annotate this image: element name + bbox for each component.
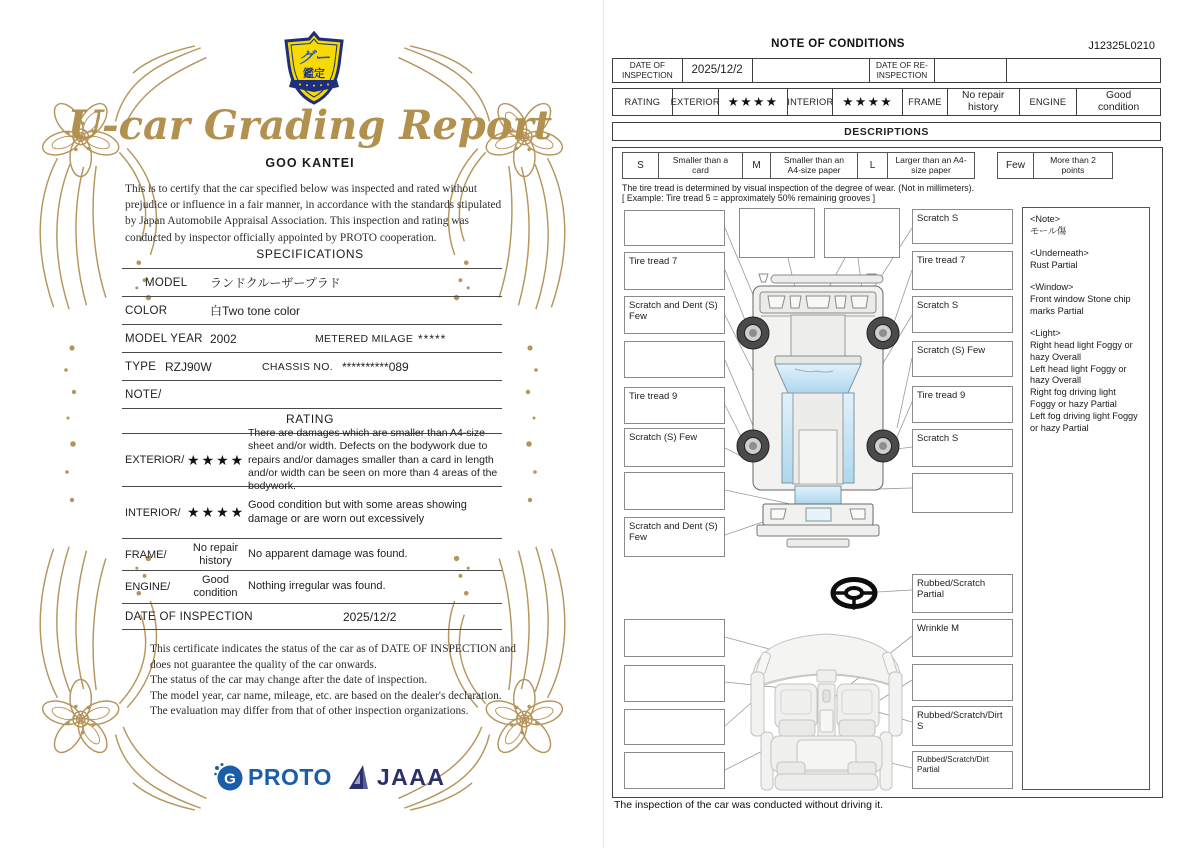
tread-note-2: [ Example: Tire tread 5 = approximately 50% remaining grooves ] [622, 193, 876, 203]
jaaa-logo-text: JAAA [376, 763, 446, 790]
certificate-intro: This is to certify that the car specified below was inspected and rated without prejudice or influence in a fair manner, in accordance with the standards stipulated by Japan Automobile Appraisal Association. This inspection and rating was conducted by inspector officially appointed by PROTO cooperation. [125, 183, 502, 244]
badge-text-top: グー [297, 50, 331, 67]
date-of-inspection-label: DATE OF INSPECTION [613, 59, 683, 82]
rating-row-engine [122, 571, 502, 604]
frame-description: No apparent damage was found. [248, 547, 408, 560]
header-empty-cell [1007, 59, 1160, 82]
interior-description: Good condition but with some areas showing damage or are worn out excessively [248, 498, 467, 525]
legend-m-desc: Smaller than an A4-size paper [771, 153, 858, 178]
badge-text-bottom: 鑑定 [303, 68, 325, 80]
descriptions-heading-bar [612, 122, 1161, 141]
steering-wheel-icon [829, 576, 879, 614]
note-line: Right fog driving light Foggy or hazy Partial [1030, 387, 1117, 410]
exterior-label: EXTERIOR/ [125, 454, 185, 466]
disclaimer-line: The status of the car may change after the date of inspection. [150, 674, 428, 686]
metered-milage-value: ***** [418, 331, 447, 346]
document-number: J12325L0210 [1088, 40, 1155, 52]
rating-row-date [122, 604, 502, 630]
chassis-label: CHASSIS NO. [262, 360, 333, 373]
damage-label-box [624, 210, 725, 246]
specifications-table [122, 268, 502, 409]
spec-row-color [122, 297, 502, 325]
rating-label: RATING [613, 89, 673, 115]
damage-label-box [912, 473, 1013, 513]
spec-row-year-milage [122, 325, 502, 353]
frame-value: No repair history [192, 541, 239, 567]
damage-label-box: Scratch and Dent (S) Few [624, 517, 725, 557]
chassis-value: **********089 [342, 359, 409, 374]
date-of-inspection-value: 2025/12/2 [683, 59, 753, 82]
damage-label-box [912, 664, 1013, 701]
legend-l-key: L [858, 153, 888, 178]
rating-heading: RATING [285, 412, 335, 426]
inspection-date-table [612, 58, 1161, 83]
damage-label-box: Scratch S [912, 296, 1013, 333]
date-of-reinspection-label: DATE OF RE-INSPECTION [870, 59, 935, 82]
exterior-description: There are damages which are smaller than A4-size sheet and/or width. Defects on the bodywork due to repairs and/or damages smaller than a card in length and/or width can be seen on more than 4 areas of the bodywork. [248, 427, 498, 492]
damage-label-box [624, 752, 725, 789]
damage-label-box: Tire tread 7 [912, 251, 1013, 290]
logo-row [212, 761, 446, 793]
note-section [1030, 214, 1142, 238]
disclaimer-block [150, 642, 516, 720]
engine-value: Good condition [193, 574, 238, 599]
spec-row-note [122, 381, 502, 409]
proto-logo-icon [212, 761, 244, 793]
exterior-stars: ★★★★ [719, 89, 789, 115]
exterior-stars: ★★★★ [187, 451, 246, 468]
interior-label: INTERIOR/ [125, 506, 181, 519]
damage-label-box: Scratch S [912, 209, 1013, 244]
spec-row-model [122, 269, 502, 297]
note-line: Front window Stone chip marks Partial [1030, 293, 1131, 316]
exterior-label: EXTERIOR [673, 89, 719, 115]
disclaimer-line: This certificate indicates the status of the car as of DATE OF INSPECTION and does not guarantee the quality of the car onwards. [150, 643, 516, 671]
disclaimer-line: The evaluation may differ from that of other inspection organizations. [150, 705, 469, 717]
rating-table [122, 427, 502, 630]
interior-stars: ★★★★ [833, 89, 903, 115]
header-empty-cell [753, 59, 871, 82]
svg-text:G: G [224, 770, 236, 788]
note-section-heading: <Light> [1030, 327, 1061, 338]
legend-s-desc: Smaller than a card [659, 153, 743, 178]
inspection-date-value: 2025/12/2 [343, 609, 397, 624]
engine-value: Good condition [1098, 90, 1140, 113]
damage-label-box: Rubbed/Scratch Partial [912, 574, 1013, 613]
note-label: NOTE/ [125, 388, 162, 401]
color-label: COLOR [125, 304, 168, 317]
note-section [1030, 282, 1142, 318]
damage-label-box: Tire tread 7 [624, 252, 725, 290]
note-of-conditions-page [604, 0, 1200, 848]
damage-label-box: Wrinkle M [912, 619, 1013, 657]
rating-row-interior [122, 487, 502, 539]
metered-milage-label: METERED MILAGE [315, 332, 414, 345]
note-line: モール傷 [1030, 225, 1067, 236]
note-section-heading: <Note> [1030, 214, 1061, 224]
damage-label-box: Rubbed/Scratch/Dirt Partial [912, 751, 1013, 789]
damage-label-box: Scratch S [912, 429, 1013, 467]
jaaa-logo [346, 762, 446, 792]
note-section-heading: <Underneath> [1030, 247, 1089, 258]
tread-note-1: The tire tread is determined by visual inspection of the degree of wear. (Not in millimeters). [622, 183, 975, 193]
note-line: Rust Partial [1030, 259, 1078, 270]
type-value: RZJ90W [165, 359, 212, 374]
jaaa-logo-icon [346, 762, 372, 792]
disclaimer-line: The model year, car name, mileage, etc. are based on the dealer's declaration. [150, 689, 502, 702]
model-label: MODEL [145, 276, 188, 289]
rating-summary-table [612, 88, 1161, 116]
legend-m-key: M [743, 153, 771, 178]
interior-stars: ★★★★ [187, 504, 246, 521]
damage-label-box [739, 208, 815, 258]
inspection-date-label: DATE OF INSPECTION [125, 610, 253, 623]
damage-label-box: Rubbed/Scratch/Dirt S [912, 706, 1013, 746]
damage-label-box [624, 341, 725, 378]
frame-label: FRAME/ [125, 548, 167, 561]
note-section-heading: <Window> [1030, 281, 1074, 292]
damage-label-box [624, 709, 725, 745]
type-label: TYPE [125, 360, 157, 373]
color-value: 白Two tone color [210, 304, 301, 318]
side-dots-right [518, 340, 544, 515]
descriptions-heading: DESCRIPTIONS [844, 125, 929, 138]
date-of-reinspection-value [935, 59, 1007, 82]
legend-few-key: Few [998, 153, 1034, 178]
note-section [1030, 248, 1142, 272]
note-line: Right head light Foggy or hazy Overall [1030, 339, 1133, 362]
frame-label: FRAME [903, 89, 948, 115]
spec-row-type-chassis [122, 353, 502, 381]
damage-label-box: Scratch (S) Few [624, 428, 725, 467]
note-of-conditions-title: NOTE OF CONDITIONS [771, 38, 905, 50]
engine-label: ENGINE [1020, 89, 1078, 115]
org-name: GOO KANTEI [265, 156, 355, 170]
legend-few-desc: More than 2 points [1050, 154, 1096, 175]
damage-label-box [624, 619, 725, 657]
legend-s-key: S [623, 153, 659, 178]
report-title: U-car Grading Report [67, 102, 553, 149]
goo-kantei-badge [282, 31, 346, 107]
model-year-value: 2002 [210, 331, 237, 346]
model-value: ランドクルーザープラド [210, 276, 341, 290]
rating-row-exterior [122, 427, 502, 492]
specifications-heading: SPECIFICATIONS [256, 247, 364, 261]
damage-label-box: Scratch and Dent (S) Few [624, 296, 725, 334]
damage-label-box: Tire tread 9 [912, 386, 1013, 423]
engine-label: ENGINE/ [125, 581, 171, 593]
proto-logo [212, 761, 332, 793]
side-dots-left [58, 340, 84, 515]
notes-panel [1022, 207, 1150, 790]
note-line: Left fog driving light Foggy or hazy Partial [1030, 411, 1138, 434]
proto-logo-text: PROTO [248, 763, 332, 790]
damage-label-box: Tire tread 9 [624, 387, 725, 424]
damage-label-box [824, 208, 900, 258]
inspection-footer-note: The inspection of the car was conducted without driving it. [614, 799, 884, 811]
car-exterior-diagram [735, 260, 915, 550]
damage-label-box [624, 472, 725, 510]
model-year-label: MODEL YEAR [125, 332, 203, 345]
damage-label-box: Scratch (S) Few [912, 341, 1013, 377]
legend-l-desc: Larger than an A4-size paper [895, 154, 967, 175]
note-section [1030, 328, 1142, 436]
interior-label: INTERIOR [788, 89, 833, 115]
frame-value: No repair history [948, 89, 1020, 115]
engine-description: Nothing irregular was found. [248, 580, 386, 593]
damage-label-box [624, 665, 725, 702]
rating-row-frame [122, 539, 502, 571]
note-line: Left head light Foggy or hazy Overall [1030, 363, 1127, 386]
car-interior-diagram [745, 628, 908, 800]
